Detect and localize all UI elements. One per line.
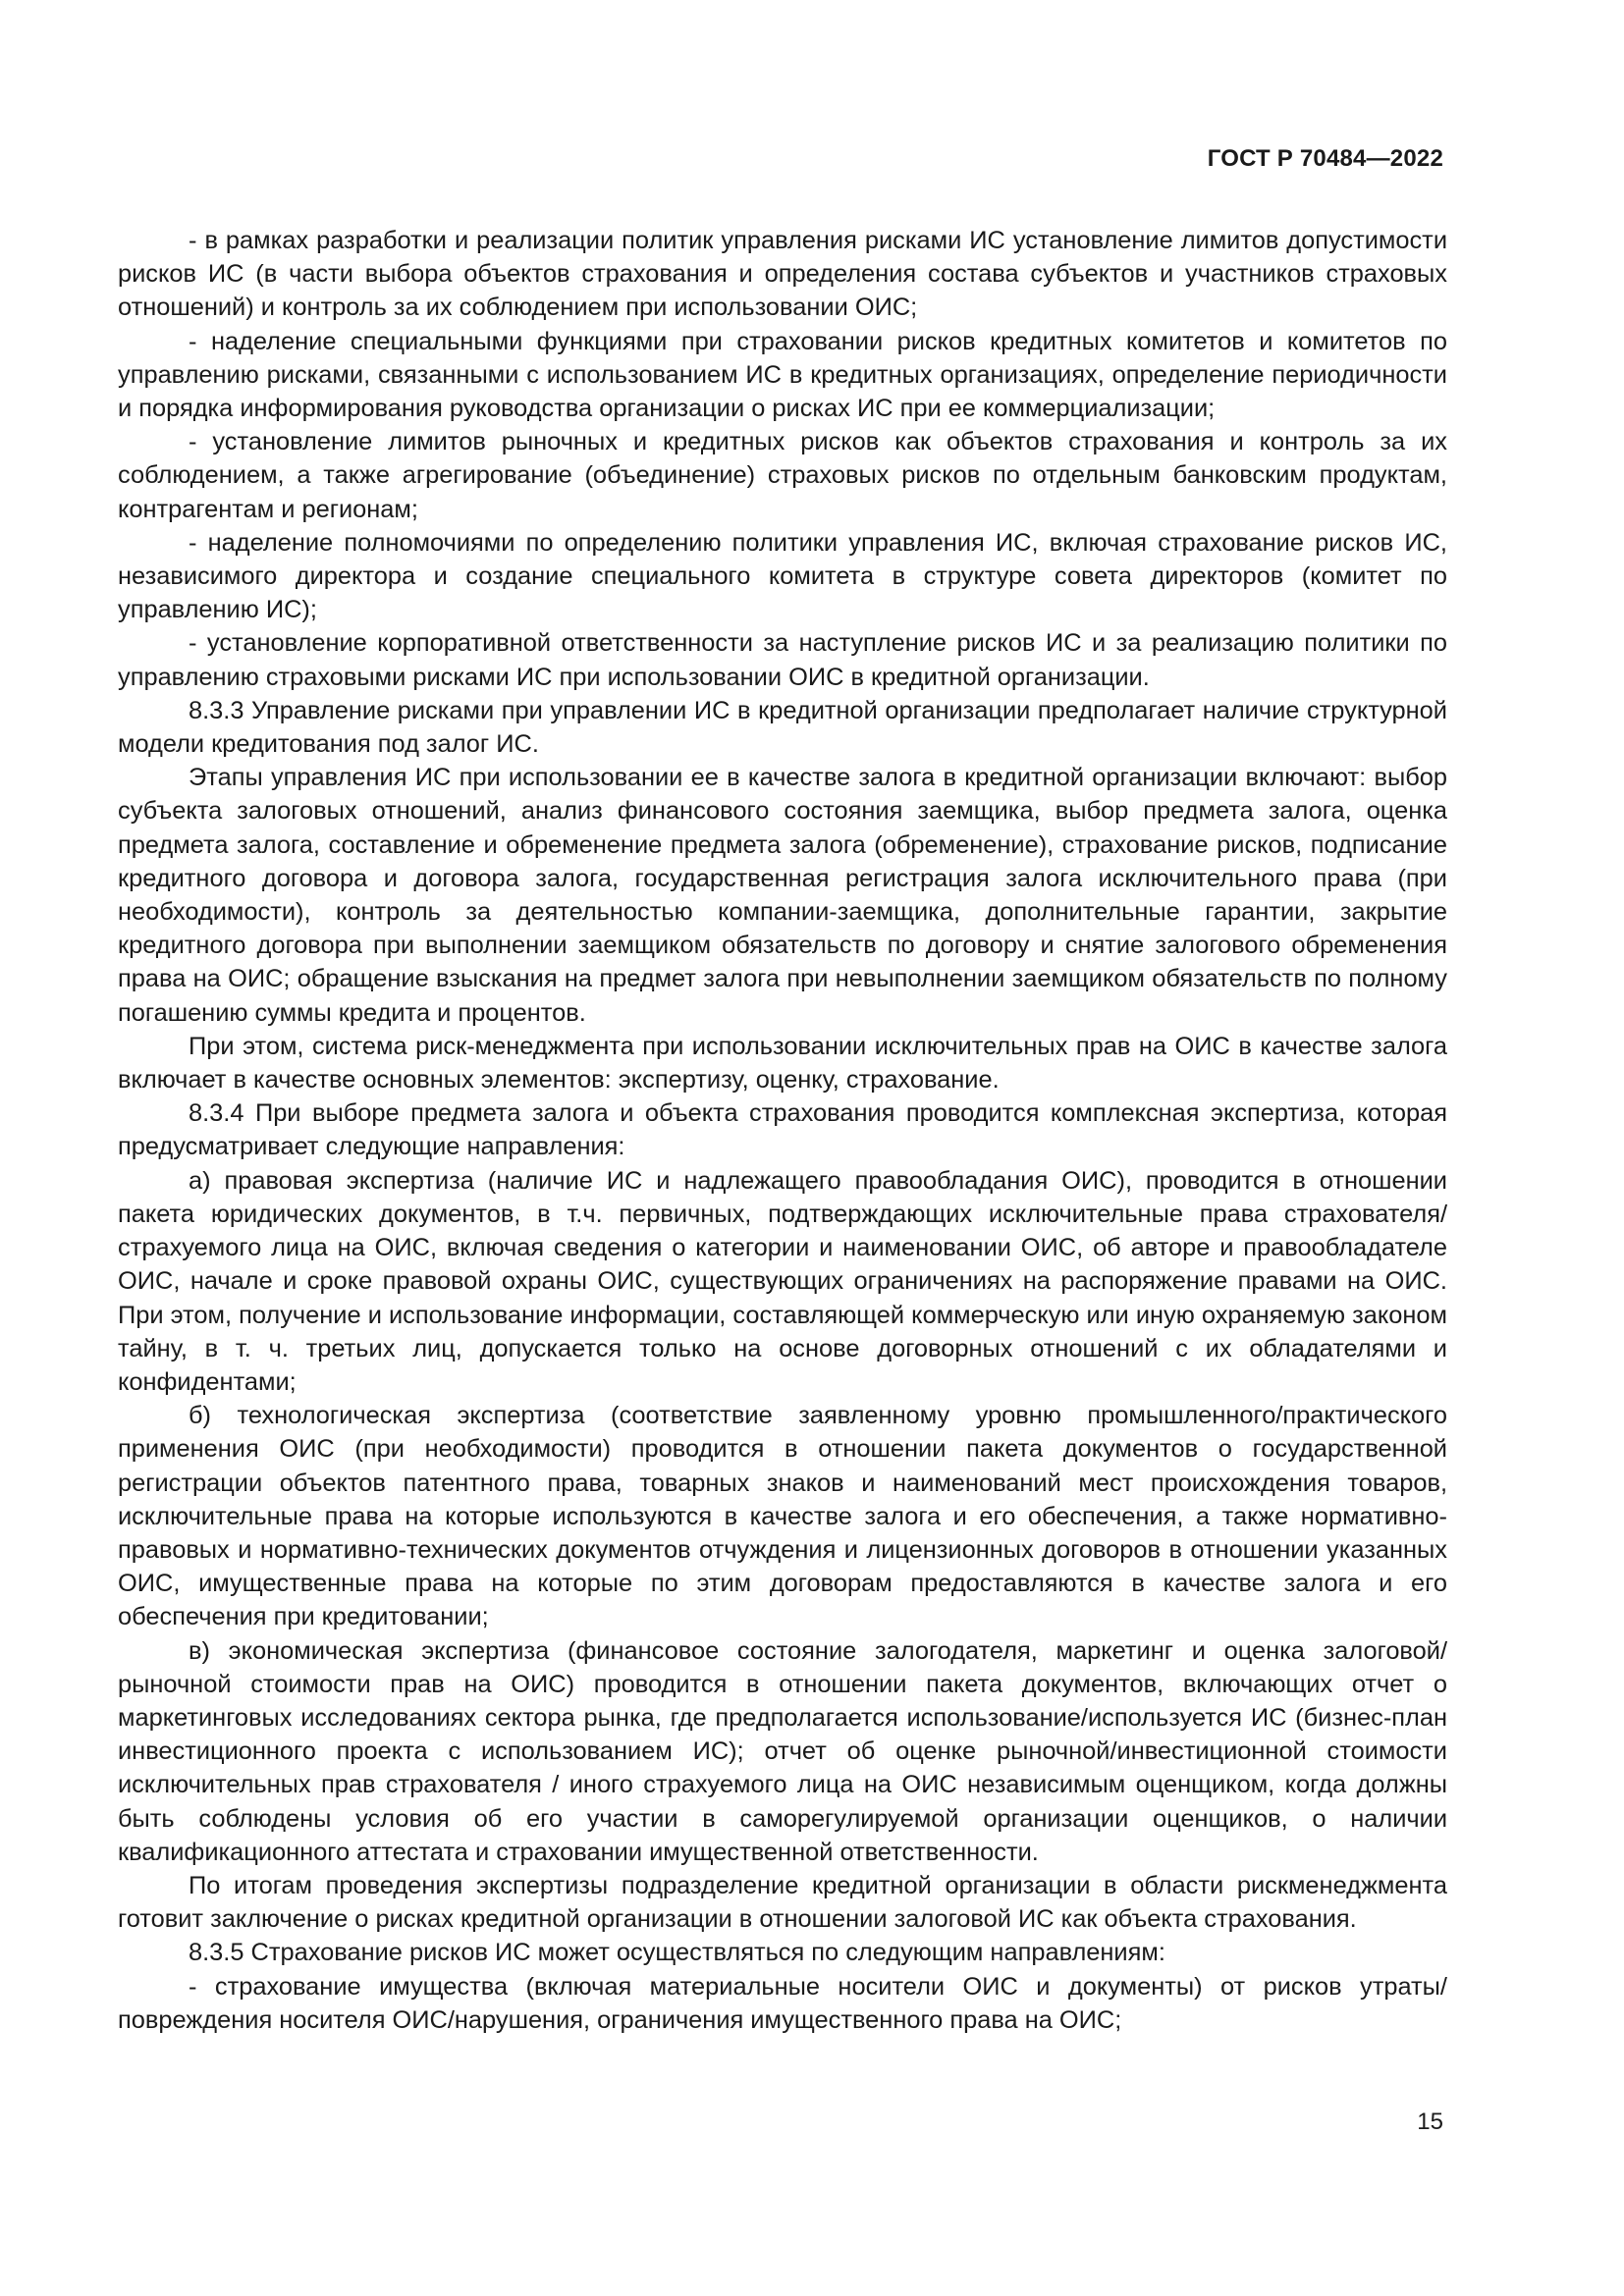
paragraph: - страхование имущества (включая материальные носители ОИС и документы) от рисков утраты/ повреждения носителя ОИС/нарушения, ограничения имущественного права на ОИС;: [118, 1972, 1447, 2034]
document-body: [118, 224, 1447, 2037]
paragraph: в) экономическая экспертиза (финансовое состояние залогодателя, маркетинг и оценка залоговой/рыночной стоимости прав на ОИС) проводится в отношении пакета документов, включающих отчет о маркетинговых исследованиях сектора рынка, где предполагается использование/используется ИС (бизнес-план инвестиционного проекта с использованием ИС); отчет об оценке рыночной/инвестиционной стоимости исключительных прав страхователя / иного страхуемого лица на ОИС независимым оценщиком, когда должны быть соблюдены условия об его участии в саморегулируемой организации оценщиков, о наличии квалификационного аттестата и страховании имущественной ответственности.: [118, 1636, 1447, 1866]
paragraph: - установление корпоративной ответственности за наступление рисков ИС и за реализацию политики по управлению страховыми рисками ИС при использовании ОИС в кредитной организации.: [118, 629, 1447, 691]
document-code-header: ГОСТ Р 70484—2022: [1207, 145, 1443, 172]
paragraph: 8.3.4 При выборе предмета залога и объекта страхования проводится комплексная экспертиза, которая предусматривает следующие направления:: [118, 1099, 1447, 1161]
paragraph: б) технологическая экспертиза (соответствие заявленному уровню промышленного/практического применения ОИС (при необходимости) проводится в отношении пакета документов о государственной регистрации объектов патентного права, товарных знаков и наименований мест происхождения товаров, исключительные права на которые используются в качестве залога и его обеспечения, а также нормативно-правовых и нормативно-технических документов отчуждения и лицензионных договоров в отношении указанных ОИС, имущественные права на которые по этим договорам предоставляются в качестве залога и его обеспечения при кредитовании;: [118, 1402, 1447, 1631]
paragraph: Этапы управления ИС при использовании ее в качестве залога в кредитной организации включают: выбор субъекта залоговых отношений, анализ финансового состояния заемщика, выбор предмета залога, оценка предмета залога, составление и обременение предмета залога (обременение), страхование рисков, подписание кредитного договора и договора залога, государственная регистрация залога исключительного права (при необходимости), контроль за деятельностью компании-заемщика, дополнительные гарантии, закрытие кредитного договора при выполнении заемщиком обязательств по договору и снятие залогового обременения права на ОИС; обращение взыскания на предмет залога при невыполнении заемщиком обязательств по полному погашению суммы кредита и процентов.: [118, 764, 1447, 1027]
page-number: 15: [1417, 2109, 1443, 2135]
paragraph: а) правовая экспертиза (наличие ИС и надлежащего правообладания ОИС), проводится в отношении пакета юридических документов, в т.ч. первичных, подтверждающих исключительные права страхователя/страхуемого лица на ОИС, включая сведения о категории и наименовании ОИС, об авторе и правообладателе ОИС, начале и сроке правовой охраны ОИС, существующих ограничениях на распоряжение правами на ОИС. При этом, получение и использование информации, составляющей коммерческую или иную охраняемую законом тайну, в т. ч. третьих лиц, допускается только на основе договорных отношений с их обладателями и конфидентами;: [118, 1166, 1447, 1396]
paragraph: - наделение специальными функциями при страховании рисков кредитных комитетов и комитетов по управлению рисками, связанными с использованием ИС в кредитных организациях, определение периодичности и порядка информирования руководства организации о рисках ИС при ее коммерциализации;: [118, 327, 1447, 423]
paragraph: - наделение полномочиями по определению политики управления ИС, включая страхование рисков ИС, независимого директора и создание специального комитета в структуре совета директоров (комитет по управлению ИС);: [118, 528, 1447, 624]
paragraph: - в рамках разработки и реализации политик управления рисками ИС установление лимитов допустимости рисков ИС (в части выбора объектов страхования и определения состава субъектов и участников страховых отношений) и контроль за их соблюдением при использовании ОИС;: [118, 227, 1447, 322]
paragraph: - установление лимитов рыночных и кредитных рисков как объектов страхования и контроль за их соблюдением, а также агрегирование (объединение) страховых рисков по отдельным банковским продуктам, контрагентам и регионам;: [118, 428, 1447, 523]
paragraph: 8.3.3 Управление рисками при управлении ИС в кредитной организации предполагает наличие структурной модели кредитования под залог ИС.: [118, 696, 1447, 759]
paragraph: По итогам проведения экспертизы подразделение кредитной организации в области рискменеджмента готовит заключение о рисках кредитной организации в отношении залоговой ИС как объекта страхования.: [118, 1871, 1447, 1934]
paragraph: При этом, система риск-менеджмента при использовании исключительных прав на ОИС в качестве залога включает в качестве основных элементов: экспертизу, оценку, страхование.: [118, 1032, 1447, 1095]
paragraph: 8.3.5 Страхование рисков ИС может осуществляться по следующим направлениям:: [189, 1939, 1165, 1967]
